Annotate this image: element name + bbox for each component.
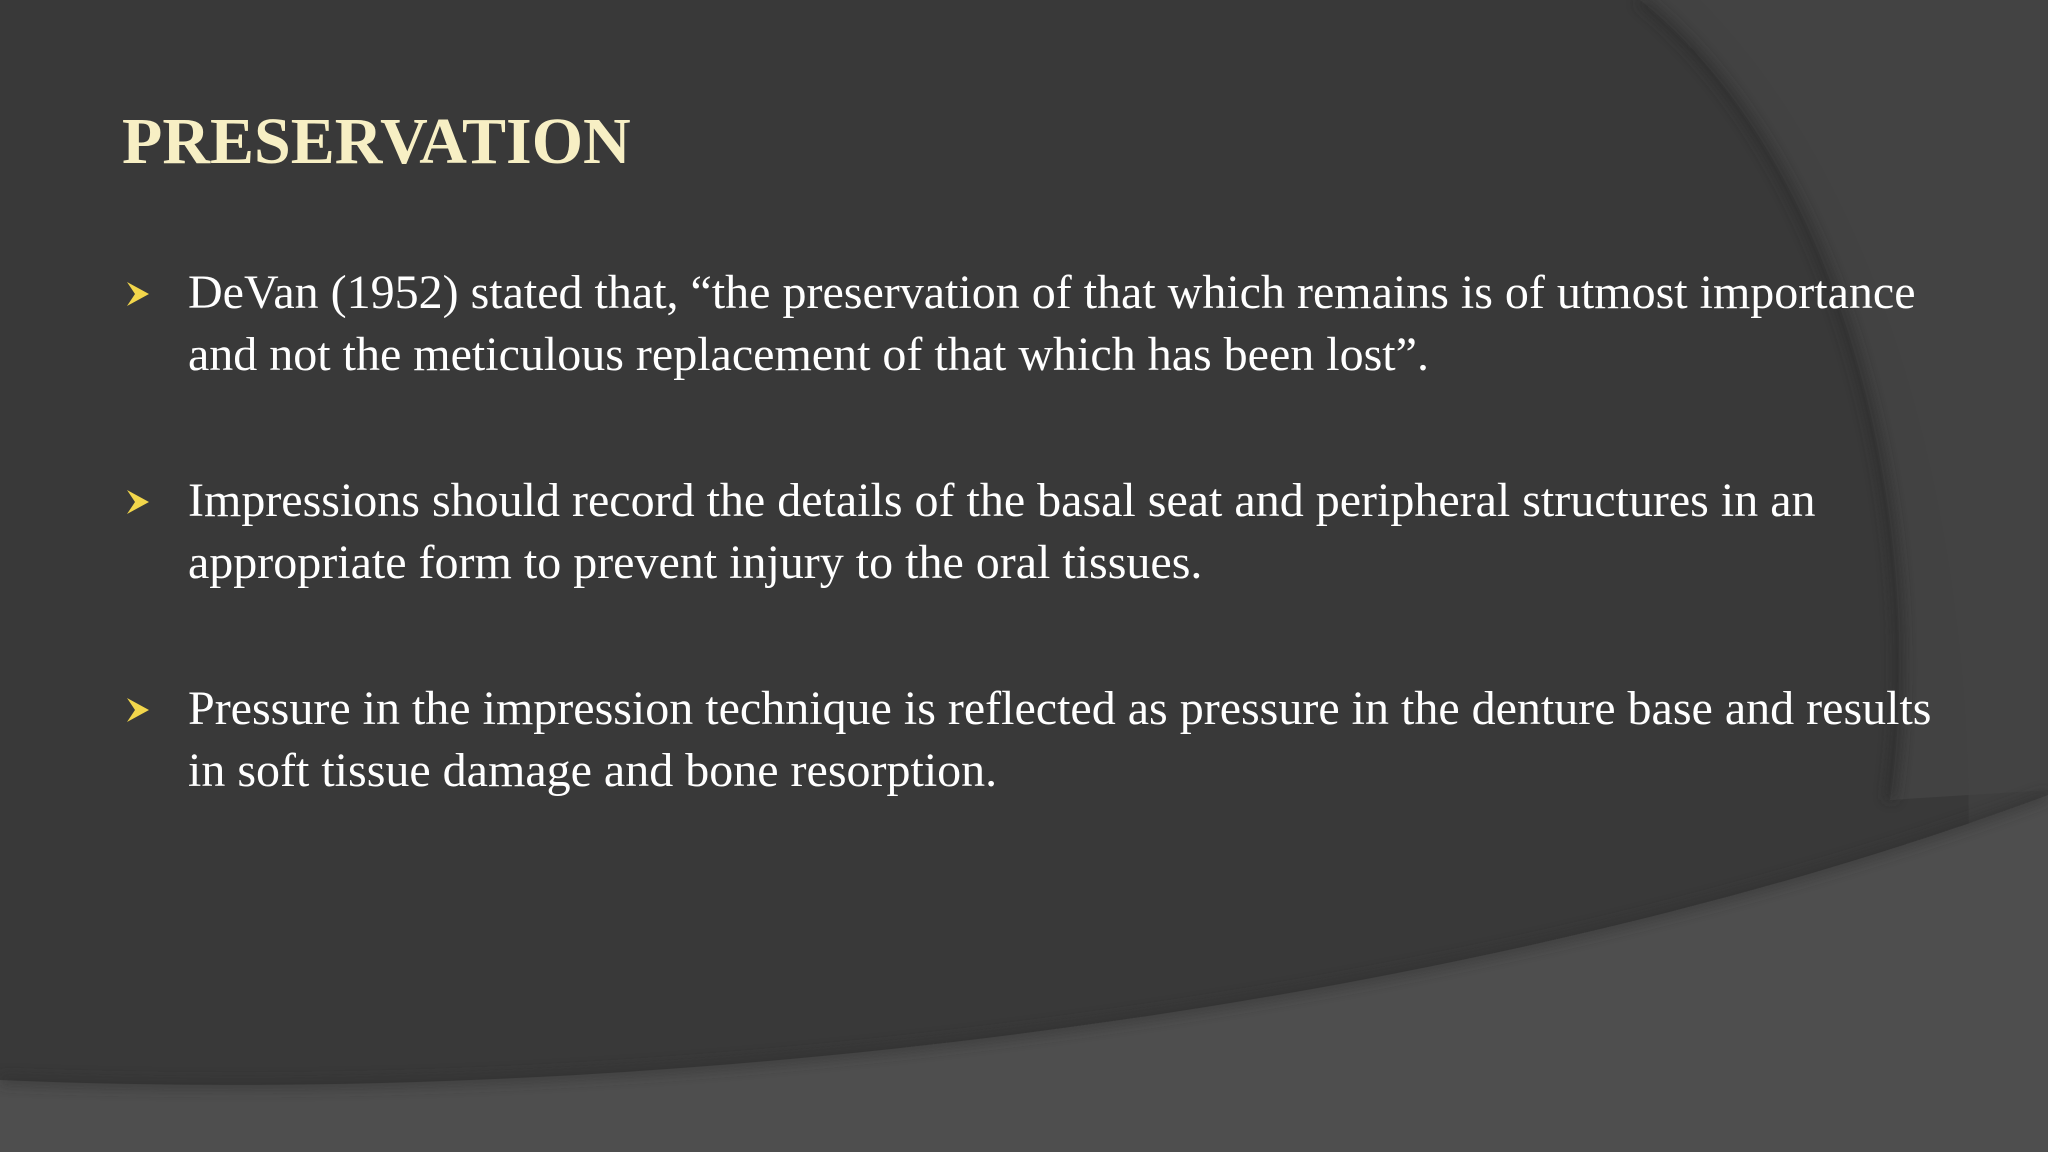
- bullet-list: [122, 262, 1952, 886]
- bullet-text: DeVan (1952) stated that, “the preservation of that which remains is of utmost importance and not the meticulous replacement of that which has been lost”.: [188, 266, 1916, 381]
- slide-title: PRESERVATION: [122, 105, 631, 178]
- bullet-item-pressure: [122, 678, 1952, 802]
- arrowhead-bullet-icon: [126, 280, 150, 308]
- bullet-item-devan-quote: [122, 262, 1952, 386]
- bullet-text: Pressure in the impression technique is reflected as pressure in the denture base and results in soft tissue damage and bone resorption.: [188, 682, 1932, 797]
- bullet-text: Impressions should record the details of the basal seat and peripheral structures in an appropriate form to prevent injury to the oral tissues.: [188, 474, 1816, 589]
- arrowhead-bullet-icon: [126, 696, 150, 724]
- arrowhead-bullet-icon: [126, 488, 150, 516]
- bullet-item-impressions: [122, 470, 1952, 594]
